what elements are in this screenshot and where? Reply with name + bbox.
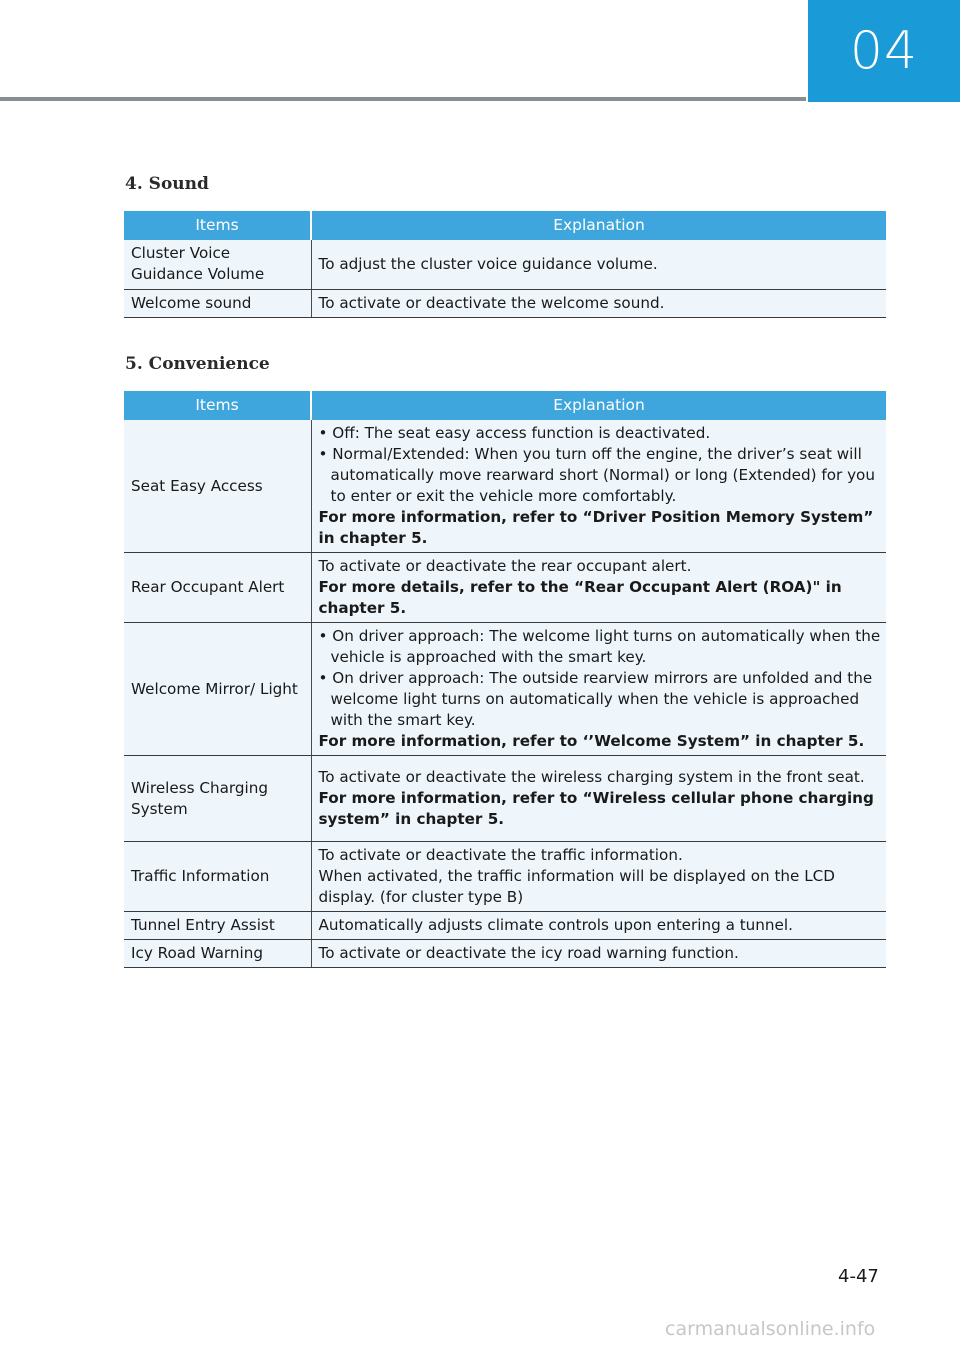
row-item: Tunnel Entry Assist <box>124 912 311 940</box>
reference-note: For more information, refer to “Driver Position Memory System” in chapter 5. <box>318 508 874 547</box>
explanation-text: When activated, the traffic information will be displayed on the LCD display. (for cluster type B) <box>318 867 835 906</box>
bullet-text: • On driver approach: The welcome light turns on automatically when the vehicle is approached with the smart key. <box>318 627 881 666</box>
row-item: Welcome sound <box>124 289 311 317</box>
table-row <box>124 842 886 912</box>
row-item: Icy Road Warning <box>124 940 311 968</box>
row-explanation <box>311 553 886 623</box>
table-header-row <box>124 211 886 240</box>
convenience-table <box>124 391 886 968</box>
reference-note: For more details, refer to the “Rear Occupant Alert (ROA)" in chapter 5. <box>318 578 842 617</box>
row-explanation <box>311 842 886 912</box>
row-item: Seat Easy Access <box>124 420 311 553</box>
bullet-text: • Normal/Extended: When you turn off the engine, the driver’s seat will automatically move rearward short (Normal) or long (Extended) for you to enter or exit the vehicle more comfortably. <box>318 445 875 505</box>
table-row <box>124 756 886 842</box>
reference-note: For more information, refer to ‘’Welcome System” in chapter 5. <box>318 732 865 750</box>
row-explanation: To activate or deactivate the icy road warning function. <box>311 940 886 968</box>
table-row <box>124 940 886 968</box>
row-explanation <box>311 420 886 553</box>
column-header-items: Items <box>124 391 311 420</box>
column-header-items: Items <box>124 211 311 240</box>
bullet-text: • On driver approach: The outside rearview mirrors are unfolded and the welcome light turns on automatically when the vehicle is approached with the smart key. <box>318 669 873 729</box>
row-item: Rear Occupant Alert <box>124 553 311 623</box>
sound-table <box>124 211 886 318</box>
row-item: Cluster Voice Guidance Volume <box>124 240 311 289</box>
row-item: Wireless Charging System <box>124 756 311 842</box>
row-explanation <box>311 756 886 842</box>
table-row <box>124 553 886 623</box>
row-explanation <box>311 623 886 756</box>
column-header-explanation: Explanation <box>311 211 886 240</box>
explanation-text: To activate or deactivate the rear occupant alert. <box>318 557 692 575</box>
page-number: 4-47 <box>838 1266 879 1287</box>
table-row <box>124 240 886 289</box>
section-title-convenience: 5. Convenience <box>125 354 270 374</box>
table-row <box>124 289 886 317</box>
row-explanation: Automatically adjusts climate controls upon entering a tunnel. <box>311 912 886 940</box>
table-row <box>124 420 886 553</box>
column-header-explanation: Explanation <box>311 391 886 420</box>
header-rule <box>0 97 806 101</box>
table-row <box>124 912 886 940</box>
row-item: Traffic Information <box>124 842 311 912</box>
section-title-sound: 4. Sound <box>125 174 209 194</box>
row-item: Welcome Mirror/ Light <box>124 623 311 756</box>
explanation-text: To activate or deactivate the traffic information. <box>318 846 683 864</box>
table-row <box>124 623 886 756</box>
explanation-text: To activate or deactivate the wireless charging system in the front seat. <box>318 768 865 786</box>
bullet-text: • Off: The seat easy access function is deactivated. <box>318 424 711 442</box>
table-header-row <box>124 391 886 420</box>
watermark: carmanualsonline.info <box>665 1318 876 1340</box>
chapter-tab: 04 <box>808 0 960 102</box>
row-explanation: To activate or deactivate the welcome sound. <box>311 289 886 317</box>
row-explanation: To adjust the cluster voice guidance volume. <box>311 240 886 289</box>
reference-note: For more information, refer to “Wireless cellular phone charging system” in chapter 5. <box>318 789 874 828</box>
